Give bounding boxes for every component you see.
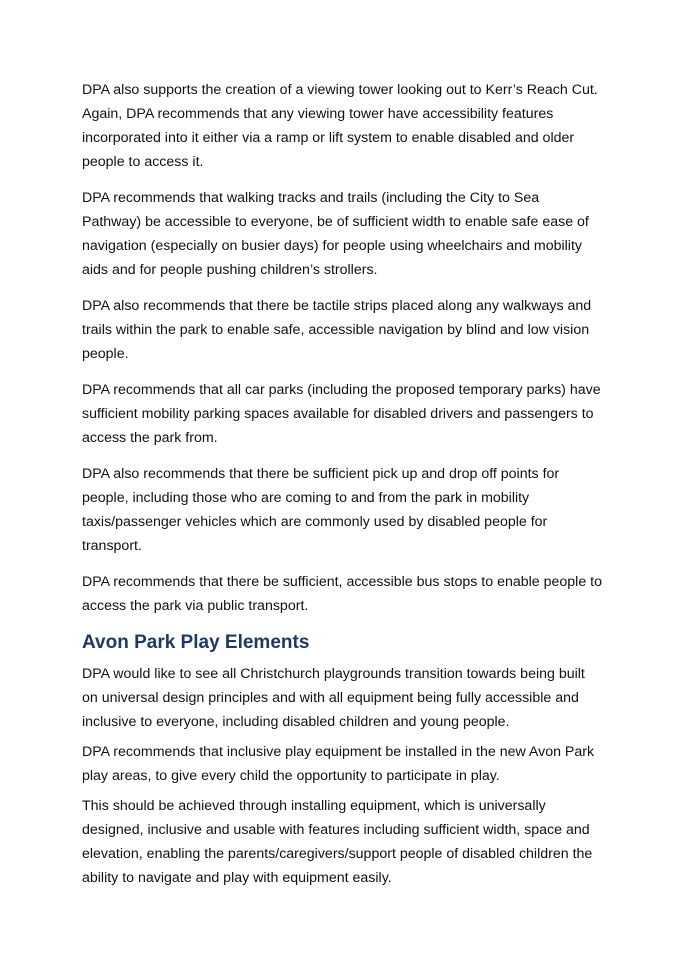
document-body	[82, 78, 602, 896]
paragraph-pick-up-drop-off: DPA also recommends that there be sufficient pick up and drop off points for people, including those who are coming to and from the park in mobility taxis/passenger vehicles which are commonly used by disabled people for transport.	[82, 466, 560, 554]
paragraph-installation: This should be achieved through installing equipment, which is universally designed, inclusive and usable with features including sufficient width, space and elevation, enabling the parents/caregivers/support people of disabled children the ability to navigate and play with equipment easily.	[82, 798, 593, 886]
paragraph-viewing-tower: DPA also supports the creation of a viewing tower looking out to Kerr’s Reach Cut. Again, DPA recommends that any viewing tower have accessibility features incorporated into it either via a ramp or lift system to enable disabled and older people to access it.	[82, 82, 598, 170]
section-heading: Avon Park Play Elements	[82, 632, 310, 653]
paragraph-walking-tracks: DPA recommends that walking tracks and trails (including the City to Sea Pathway) be accessible to everyone, be of sufficient width to enable safe ease of navigation (especially on busier days) for people using wheelchairs and mobility aids and for people pushing children’s strollers.	[82, 190, 589, 278]
paragraph-bus-stops: DPA recommends that there be sufficient, accessible bus stops to enable people to access the park via public transport.	[82, 574, 602, 614]
paragraph-car-parks: DPA recommends that all car parks (including the proposed temporary parks) have sufficient mobility parking spaces available for disabled drivers and passengers to access the park from.	[82, 382, 601, 446]
paragraph-tactile-strips: DPA also recommends that there be tactile strips placed along any walkways and trails within the park to enable safe, accessible navigation by blind and low vision people.	[82, 298, 592, 362]
paragraph-universal-design: DPA would like to see all Christchurch playgrounds transition towards being built on universal design principles and with all equipment being fully accessible and inclusive to everyone, including disabled children and young people.	[82, 666, 585, 730]
paragraph-inclusive-equipment: DPA recommends that inclusive play equipment be installed in the new Avon Park play areas, to give every child the opportunity to participate in play.	[82, 744, 595, 784]
